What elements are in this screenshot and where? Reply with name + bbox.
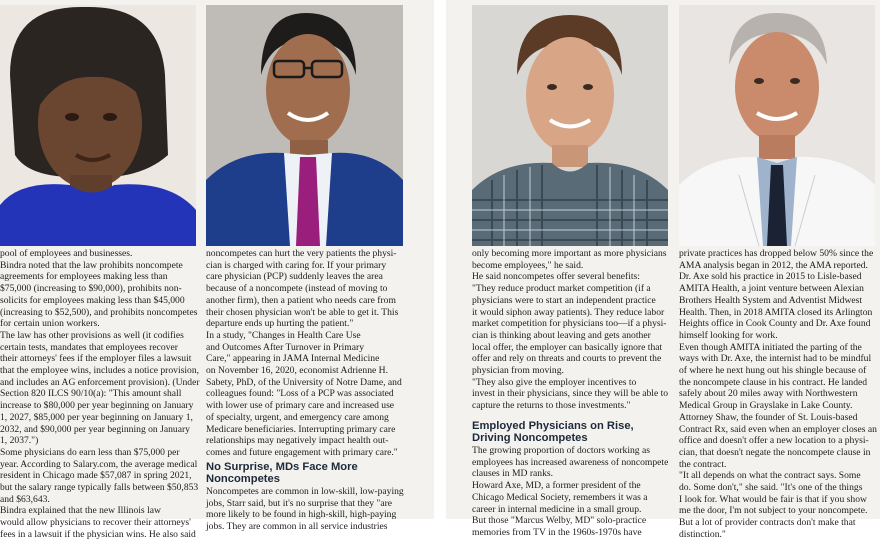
text-line: and includes an AG enforcement provision). (Under bbox=[0, 376, 200, 388]
text-line: resident in Chicago made $57,087 in spring 2021, bbox=[0, 470, 192, 482]
article-column-1 bbox=[0, 248, 200, 540]
section-heading: Driving Noncompetes bbox=[472, 432, 588, 445]
text-line: office and doesn't offer a new location to a physi- bbox=[679, 435, 869, 447]
section-heading: Noncompetes bbox=[206, 473, 280, 486]
text-line: The law has other provisions as well (it codifies bbox=[0, 329, 184, 341]
portrait-doctor-photo bbox=[679, 5, 875, 246]
text-line: physicians were to start an independent practice bbox=[472, 294, 656, 306]
text-line: do. Some don't," she said. "It's one of the things bbox=[679, 482, 863, 494]
text-line: because of a noncompete (instead of moving to bbox=[206, 283, 388, 295]
text-line: offer and rely on threats and courts to prevent the bbox=[472, 353, 662, 365]
text-line: care physician (PCP) suddenly leaves the area bbox=[206, 271, 383, 283]
text-line: Care," appearing in JAMA Internal Medicine bbox=[206, 353, 380, 365]
text-line: market competition for physicians too—if a physi- bbox=[472, 318, 667, 330]
text-line: "They reduce product market competition (if a bbox=[472, 283, 651, 295]
text-line: Some physicians do earn less than $75,000 per bbox=[0, 446, 180, 458]
page-gutter bbox=[434, 0, 446, 519]
text-line: "They also give the employer incentives to bbox=[472, 376, 637, 388]
text-line: Contract Rx, said even when an employer closes an bbox=[679, 423, 877, 435]
text-line: Medicare beneficiaries. Interrupting primary care bbox=[206, 423, 396, 435]
text-line: clauses in MD ranks. bbox=[472, 468, 553, 480]
article-column-3 bbox=[472, 248, 672, 538]
left-magazine-page bbox=[0, 0, 434, 540]
article-column-2 bbox=[206, 248, 412, 532]
text-line: Section 820 ILCS 90/10(a): "This amount shall bbox=[0, 388, 182, 400]
text-line: cian, that doesn't negate the noncompete clause in bbox=[679, 446, 871, 458]
text-line: 1, 2037.") bbox=[0, 435, 39, 447]
text-line: Bindra explained that the new Illinois law bbox=[0, 505, 161, 517]
text-line: physician from moving. bbox=[472, 365, 564, 377]
text-line: noncompetes can hurt the very patients the physi- bbox=[206, 248, 397, 259]
text-line: I look for. What would be fair is that if you show bbox=[679, 493, 867, 505]
article-column-4 bbox=[679, 248, 879, 540]
text-line: comes and future engagement with primary care." bbox=[206, 446, 398, 458]
portrait-man-plaid-photo bbox=[472, 5, 668, 246]
text-line: jobs, Starr said, but it's no surprise that they "are bbox=[206, 497, 393, 509]
text-line: But a lot of provider contracts don't make that bbox=[679, 517, 856, 529]
text-line: only becoming more important as more physicians bbox=[472, 248, 667, 259]
text-line: 2032, and $90,000 per year beginning on January bbox=[0, 423, 190, 435]
text-line: more likely to be found in high-skill, high-paying bbox=[206, 509, 397, 521]
portrait-woman-photo bbox=[0, 5, 196, 246]
text-line: it would siphon away patients). They reduce labor bbox=[472, 306, 665, 318]
right-magazine-page bbox=[446, 0, 880, 540]
text-line: distinction." bbox=[679, 528, 726, 540]
text-line: capture the returns to those investments." bbox=[472, 400, 631, 412]
text-line: invest in their physicians, since they will be able to bbox=[472, 388, 669, 400]
text-line: relationships may negatively impact health out- bbox=[206, 435, 389, 447]
text-line: The growing proportion of doctors working as bbox=[472, 445, 650, 457]
text-line: In a study, "Changes in Health Care Use bbox=[206, 329, 361, 341]
text-line: Heights office in Cook County and Dr. Axe found bbox=[679, 318, 871, 330]
text-line: of specialty, urgent, and emergency care among bbox=[206, 411, 389, 423]
text-line: He said noncompetes offer several benefits: bbox=[472, 271, 640, 283]
text-line: colleagues found: "Loss of a PCP was associated bbox=[206, 388, 394, 400]
text-line: Brothers Health System and Adventist Midwest bbox=[679, 294, 863, 306]
text-line: for certain union workers. bbox=[0, 318, 100, 330]
text-line: Chicago Medical Society, remembers it was a bbox=[472, 491, 648, 503]
text-line: the contract. bbox=[679, 458, 727, 470]
text-line: jobs. They are common in all service industries bbox=[206, 520, 388, 532]
text-line: their attorneys' fees if the employer files a lawsuit bbox=[0, 353, 192, 365]
text-line: himself looking for work. bbox=[679, 329, 778, 341]
text-line: departure ends up hurting the patient." bbox=[206, 318, 354, 330]
text-line: that the employee wins, includes a notice provision, bbox=[0, 365, 200, 377]
text-line: safely about 20 miles away with Northwestern bbox=[679, 388, 858, 400]
text-line: cian is charged with caring for. If your primary bbox=[206, 259, 387, 271]
text-line: private practices has dropped below 50% since the bbox=[679, 248, 874, 259]
text-line: employees has increased awareness of noncompete bbox=[472, 456, 669, 468]
text-line: and $63,643. bbox=[0, 493, 50, 505]
section-heading: No Surprise, MDs Face More bbox=[206, 460, 358, 473]
text-line: AMITA Health, a joint venture between Alexian bbox=[679, 283, 864, 295]
text-line: agreements for employees making less than bbox=[0, 271, 168, 283]
text-line: solicits for employees making less than $45,000 bbox=[0, 294, 185, 306]
text-line: fees in a lawsuit if the physician wins. He also said bbox=[0, 528, 196, 540]
text-line: another firm), then a patient who needs care from bbox=[206, 294, 396, 306]
text-line: local offer, the employer can basically ignore that bbox=[472, 341, 663, 353]
text-line: pool of employees and businesses. bbox=[0, 248, 133, 259]
text-line: cian is thinking about leaving and gets another bbox=[472, 329, 651, 341]
text-line: Sabety, PhD, of the University of Notre Dame, and bbox=[206, 376, 402, 388]
text-line: of where he next hung out his shingle because of bbox=[679, 365, 867, 377]
text-line: Bindra noted that the law prohibits noncompete bbox=[0, 259, 183, 271]
text-line: increase to $80,000 per year beginning on January bbox=[0, 400, 194, 412]
portrait-man-suit-photo bbox=[206, 5, 403, 246]
text-line: But those "Marcus Welby, MD" solo-practice bbox=[472, 515, 647, 527]
text-line: year. According to Salary.com, the average medical bbox=[0, 458, 198, 470]
text-line: Even though AMITA initiated the parting of the bbox=[679, 341, 862, 353]
text-line: and Outcomes After Turnover in Primary bbox=[206, 341, 365, 353]
text-line: would allow physicians to recover their attorneys' bbox=[0, 517, 191, 529]
text-line: Attorney Shaw, the founder of St. Louis-based bbox=[679, 411, 858, 423]
text-line: Noncompetes are common in low-skill, low-paying bbox=[206, 485, 404, 497]
text-line: 1, 2027, $85,000 per year beginning on January 1, bbox=[0, 411, 193, 423]
text-line: memories from TV in the 1960s-1970s have bbox=[472, 526, 642, 538]
text-line: AMA analysis began in 2012, the AMA reported. bbox=[679, 259, 868, 271]
text-line: $75,000 (increasing to $90,000), prohibits non- bbox=[0, 283, 182, 295]
text-line: their chosen physician won't be able to get it. This bbox=[206, 306, 399, 318]
text-line: Dr. Axe sold his practice in 2015 to Lisle-based bbox=[679, 271, 862, 283]
text-line: certain tests, mandates that employees recover bbox=[0, 341, 178, 353]
text-line: with lower use of primary care and increased use bbox=[206, 400, 395, 412]
text-line: career in internal medicine in a small group. bbox=[472, 503, 642, 515]
text-line: on November 16, 2020, economist Adrienne H. bbox=[206, 365, 388, 377]
text-line: Howard Axe, MD, a former president of the bbox=[472, 480, 641, 492]
section-heading: Employed Physicians on Rise, bbox=[472, 419, 634, 432]
text-line: the noncompete clause in his contract. He landed bbox=[679, 376, 868, 388]
text-line: me the door, I'm not subject to your noncompete. bbox=[679, 505, 868, 517]
text-line: "It all depends on what the contract says. Some bbox=[679, 470, 861, 482]
text-line: Medical Group in Grayslake in Lake County. bbox=[679, 400, 853, 412]
text-line: ways with Dr. Axe, the internist had to be mindful bbox=[679, 353, 872, 365]
text-line: become employees," he said. bbox=[472, 259, 584, 271]
text-line: (increasing to $52,500), and prohibits noncompetes bbox=[0, 306, 198, 318]
text-line: Health. Then, in 2018 AMITA closed its Arlington bbox=[679, 306, 873, 318]
text-line: but the salary range typically falls between $50,853 bbox=[0, 482, 199, 494]
